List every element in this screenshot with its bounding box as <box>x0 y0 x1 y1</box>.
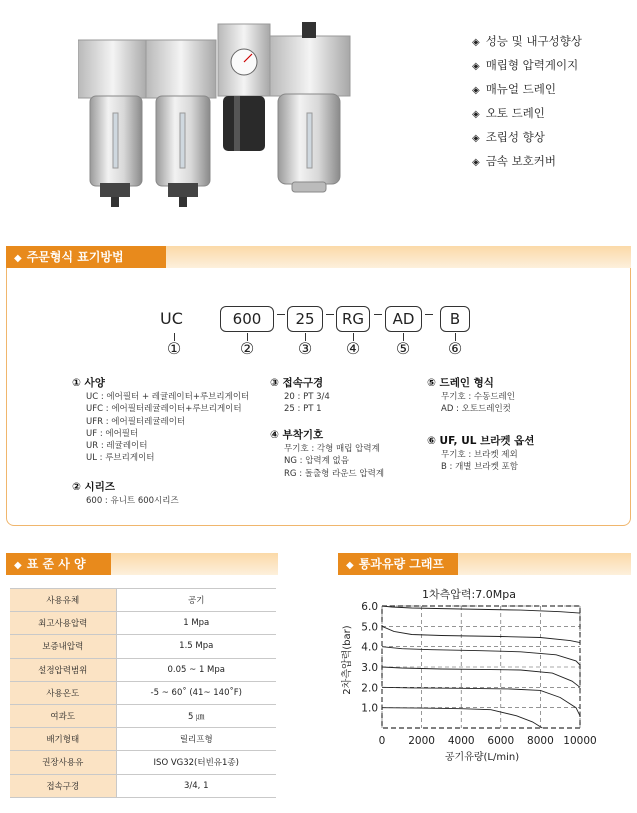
x-tick-label: 0 <box>378 735 386 747</box>
spec-key: 최고사용압력 <box>10 612 116 635</box>
spec-item: UF : 에어필터 <box>86 428 139 439</box>
table-row <box>10 612 276 635</box>
spec-item: NG : 압력계 없음 <box>284 456 349 467</box>
code-dash <box>374 314 382 315</box>
spec-group-type <box>72 376 249 465</box>
code-dash <box>277 314 285 315</box>
spec-value: 0.05 ~ 1 Mpa <box>116 658 276 681</box>
y-tick-label: 3.0 <box>361 662 378 674</box>
spec-item: 600 : 유니트 600시리즈 <box>86 496 179 506</box>
spec-item: UFR : 에어필터레귤레이터 <box>86 416 186 427</box>
spec-group-title: ⑤ 드레인 형식 <box>427 377 494 389</box>
y-tick-label: 4.0 <box>361 641 378 654</box>
spec-table <box>10 588 276 798</box>
feature-item: ◈ 매뉴얼 드레인 <box>472 82 557 96</box>
spec-item: 무기호 : 수동드레인 <box>441 392 515 402</box>
series-line <box>382 708 542 728</box>
table-row <box>10 681 276 704</box>
table-row <box>10 728 276 751</box>
spec-item: AD : 오토드레인컷 <box>441 404 511 415</box>
code-segment-gauge: RG <box>336 306 370 332</box>
spec-key: 보증내압력 <box>10 635 116 658</box>
graph-section-tab: ◆ 통과유량 그래프 <box>338 553 458 575</box>
order-section-tab: ◆ 주문형식 표기방법 <box>6 246 166 268</box>
spec-key: 권장사용유 <box>10 751 116 774</box>
diamond-bullet-icon: ◈ <box>472 109 480 120</box>
code-marker: ③ <box>297 339 313 358</box>
spec-section-header <box>6 553 278 575</box>
series-line <box>382 606 580 613</box>
spec-item: 무기호 : 각형 매립 압력계 <box>284 444 380 454</box>
graph-section-header <box>338 553 631 575</box>
spec-group-drain <box>427 376 515 416</box>
spec-key: 사용유체 <box>10 589 116 612</box>
spec-item: B : 개별 브라켓 포함 <box>441 462 518 473</box>
spec-key: 배기형태 <box>10 728 116 751</box>
flow-graph <box>338 582 598 772</box>
spec-value: 5 ㎛ <box>116 704 276 727</box>
spec-group-port <box>270 376 330 416</box>
spec-item: UFC : 에어필터레귤레이터+루브리게이터 <box>86 404 242 415</box>
series-line <box>382 667 580 687</box>
code-prefix: UC <box>160 309 183 328</box>
table-row <box>10 589 276 612</box>
spec-item: UC : 에어필터 + 레귤레이터+루브리게이터 <box>86 392 250 402</box>
x-tick-label: 6000 <box>487 735 515 747</box>
header-bar <box>156 246 631 268</box>
x-tick-label: 2000 <box>408 735 435 747</box>
table-row <box>10 658 276 681</box>
table-row <box>10 751 276 774</box>
spec-group-title: ⑥ UF, UL 브라켓 옵션 <box>427 435 535 447</box>
feature-item: ◈ 성능 및 내구성향상 <box>472 34 582 48</box>
spec-value: 공기 <box>116 589 276 612</box>
feature-item: ◈ 조립성 향상 <box>472 130 545 144</box>
order-section-header <box>6 246 631 268</box>
spec-key: 여과도 <box>10 704 116 727</box>
y-tick-label: 1.0 <box>361 702 378 715</box>
table-row <box>10 704 276 727</box>
diamond-icon: ◆ <box>14 560 22 571</box>
y-tick-label: 6.0 <box>361 601 378 613</box>
code-dash <box>326 314 334 315</box>
code-marker: ④ <box>345 339 361 358</box>
spec-group-title: ② 시리즈 <box>72 481 115 493</box>
spec-value: ISO VG32(터빈유1종) <box>116 751 276 774</box>
x-tick-label: 10000 <box>563 735 597 747</box>
table-row <box>10 635 276 658</box>
code-segment-series: 600 <box>220 306 274 332</box>
spec-key: 설정압력범위 <box>10 658 116 681</box>
spec-item: 무기호 : 브라켓 제외 <box>441 450 518 460</box>
x-tick-label: 4000 <box>447 735 475 747</box>
spec-item: 25 : PT 1 <box>284 404 322 415</box>
diamond-bullet-icon: ◈ <box>472 133 480 144</box>
spec-item: 20 : PT 3/4 <box>284 392 330 402</box>
diamond-bullet-icon: ◈ <box>472 85 480 96</box>
diamond-bullet-icon: ◈ <box>472 37 480 48</box>
spec-key: 사용온도 <box>10 681 116 704</box>
series-line <box>382 626 580 642</box>
spec-group-title: ③ 접속구경 <box>270 377 324 389</box>
spec-item: UL : 루브리게이터 <box>86 453 155 464</box>
feature-item: ◈ 매립형 압력게이지 <box>472 58 579 72</box>
feature-item: ◈ 오토 드레인 <box>472 106 545 120</box>
series-line <box>382 687 580 716</box>
code-segment-bracket: B <box>440 306 470 332</box>
y-tick-label: 2.0 <box>361 682 378 695</box>
series-line <box>382 647 580 665</box>
diamond-bullet-icon: ◈ <box>472 61 480 72</box>
code-segment-port: 25 <box>287 306 323 332</box>
spec-value: 3/4, 1 <box>116 774 276 797</box>
spec-group-bracket <box>427 434 534 474</box>
spec-group-title: ① 사양 <box>72 377 105 389</box>
x-tick-label: 8000 <box>527 735 554 747</box>
spec-item: UR : 레귤레이터 <box>86 441 148 452</box>
product-photo <box>78 18 368 218</box>
spec-value: -5 ~ 60˚ (41~ 140˚F) <box>116 681 276 704</box>
feature-item: ◈ 금속 보호커버 <box>472 154 557 168</box>
feature-list <box>472 30 582 174</box>
code-segment-drain: AD <box>385 306 422 332</box>
spec-group-gauge <box>270 428 384 480</box>
code-marker: ⑥ <box>447 339 463 358</box>
code-dash <box>425 314 433 315</box>
chart-ylabel: 2차측압력(bar) <box>342 625 353 695</box>
spec-section-tab: ◆ 표 준 사 양 <box>6 553 111 575</box>
header-bar <box>448 553 631 575</box>
spec-key: 접속구경 <box>10 774 116 797</box>
chart-title: 1차측압력:7.0Mpa <box>422 588 516 601</box>
spec-value: 1 Mpa <box>116 612 276 635</box>
spec-group-series <box>72 480 179 507</box>
diamond-icon: ◆ <box>14 253 22 264</box>
spec-value: 1.5 Mpa <box>116 635 276 658</box>
header-bar <box>101 553 278 575</box>
spec-item: RG : 돌출형 라운드 압력계 <box>284 468 385 479</box>
diamond-bullet-icon: ◈ <box>472 157 480 168</box>
chart-xlabel: 공기유량(L/min) <box>444 752 520 763</box>
table-row <box>10 774 276 797</box>
code-marker: ② <box>239 339 255 358</box>
code-marker: ⑤ <box>395 339 411 358</box>
diamond-icon: ◆ <box>346 560 354 571</box>
code-marker: ① <box>166 339 182 358</box>
spec-value: 릴리프형 <box>116 728 276 751</box>
spec-group-title: ④ 부착기호 <box>270 429 324 441</box>
y-tick-label: 5.0 <box>361 621 378 634</box>
